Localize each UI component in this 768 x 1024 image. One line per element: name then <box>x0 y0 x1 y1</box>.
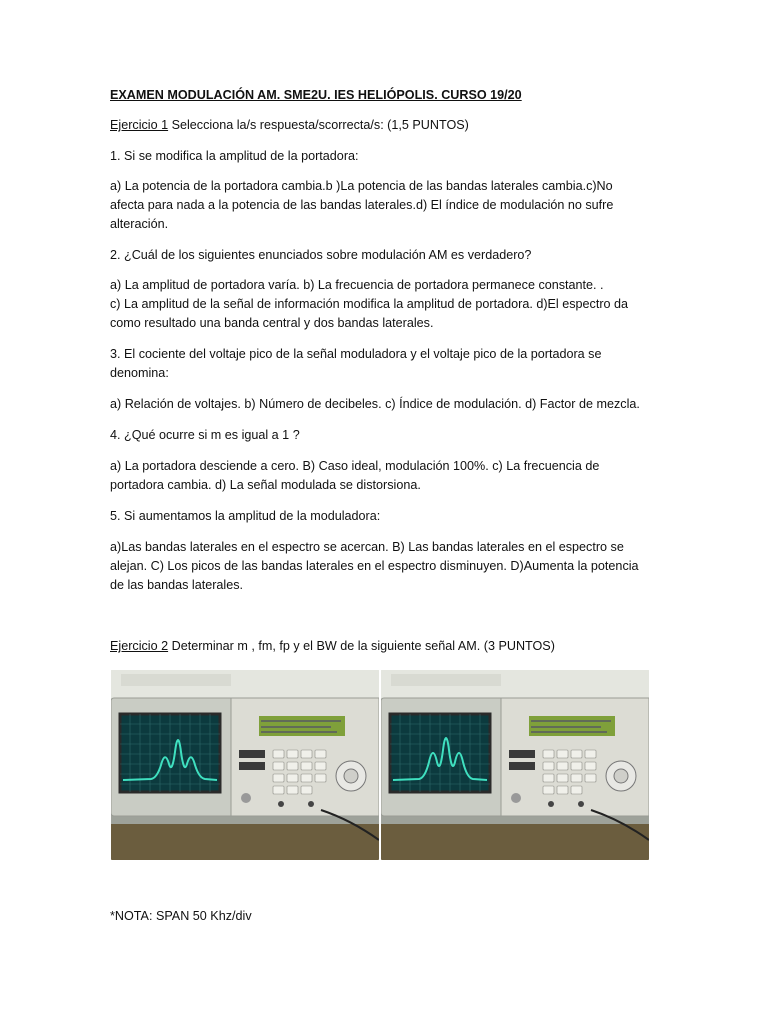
question-5: 5. Si aumentamos la amplitud de la moduladora: <box>110 509 381 523</box>
question-1: 1. Si se modifica la amplitud de la portadora: <box>110 149 359 163</box>
exercise-2-instruction: Determinar m , fm, fp y el BW de la siguiente señal AM. (3 PUNTOS) <box>168 639 555 653</box>
question-5-options-line-1: a)Las bandas laterales en el espectro se acercan. B) Las bandas laterales en el espectro se <box>110 540 624 554</box>
question-5-options-line-2: alejan. C) Los picos de las bandas laterales en el espectro disminuyen. D)Aumenta la potencia <box>110 559 639 573</box>
question-1-options-line-3: alteración. <box>110 217 169 231</box>
spectrum-analyzer-illustration-1 <box>111 670 379 860</box>
question-2-options-line-2: c) La amplitud de la señal de información modifica la amplitud de portadora. d)El espectro da <box>110 297 629 311</box>
exercise-2-heading <box>110 637 655 656</box>
spectrum-analyzer-photo-1 <box>111 670 379 860</box>
note: *NOTA: SPAN 50 Khz/div <box>110 909 252 923</box>
question-2: 2. ¿Cuál de los siguientes enunciados sobre modulación AM es verdadero? <box>110 248 532 262</box>
question-1-options-line-1: a) La potencia de la portadora cambia.b )La potencia de las bandas laterales cambia.c)No <box>110 179 613 193</box>
spectrum-analyzer-illustration-2 <box>381 670 649 860</box>
exercise-1-instruction: Selecciona la/s respuesta/scorrecta/s: (1,5 PUNTOS) <box>168 118 469 132</box>
exercise-1-label: Ejercicio 1 <box>110 118 169 132</box>
exercise-1-heading <box>110 116 655 135</box>
exercise-2-label: Ejercicio 2 <box>110 639 169 653</box>
spectrum-analyzer-photo-2 <box>381 670 649 860</box>
question-4-options-line-1: a) La portadora desciende a cero. B) Caso ideal, modulación 100%. c) La frecuencia de <box>110 459 600 473</box>
question-3-line-1: 3. El cociente del voltaje pico de la señal moduladora y el voltaje pico de la portadora se <box>110 347 602 361</box>
question-4: 4. ¿Qué ocurre si m es igual a 1 ? <box>110 428 300 442</box>
question-5-options-line-3: de las bandas laterales. <box>110 578 244 592</box>
question-3-line-2: denomina: <box>110 366 169 380</box>
exam-title: EXAMEN MODULACIÓN AM. SME2U. IES HELIÓPOLIS. CURSO 19/20 <box>110 88 522 102</box>
question-4-options-line-2: portadora cambia. d) La señal modulada se distorsiona. <box>110 478 421 492</box>
question-2-options-line-1: a) La amplitud de portadora varía. b) La frecuencia de portadora permanece constante. . <box>110 278 604 292</box>
question-1-options-line-2: afecta para nada a la potencia de las bandas laterales.d) El índice de modulación no sufre <box>110 198 614 212</box>
question-2-options-line-3: como resultado una banda central y dos bandas laterales. <box>110 316 434 330</box>
question-3-options: a) Relación de voltajes. b) Número de decibeles. c) Índice de modulación. d) Factor de mezcla. <box>110 397 640 411</box>
